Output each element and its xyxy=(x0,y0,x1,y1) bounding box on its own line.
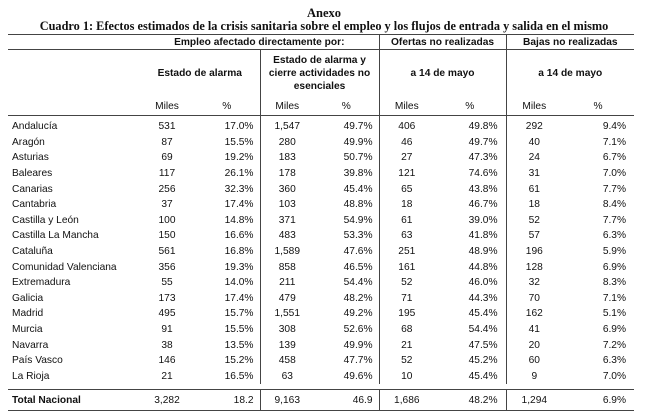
value-miles: 61 xyxy=(506,181,562,197)
table-row xyxy=(8,166,634,182)
value-percent: 15.5% xyxy=(224,136,254,148)
value-percent: 54.9% xyxy=(343,214,373,226)
value-percent: 8.3% xyxy=(602,277,627,289)
value-miles: 52 xyxy=(506,213,562,229)
value-percent: 47.5% xyxy=(468,339,498,351)
table-row xyxy=(8,116,634,135)
value-percent: 7.2% xyxy=(602,339,627,351)
region-name: Galicia xyxy=(12,292,44,304)
value-percent: 48.8% xyxy=(343,199,373,211)
value-miles: 356 xyxy=(158,261,176,273)
region-name: Castilla La Mancha xyxy=(12,230,99,242)
value-miles: 146 xyxy=(158,355,176,367)
value-percent: 54.4% xyxy=(343,277,373,289)
unit-header: Miles xyxy=(260,97,314,116)
sub-header-ofertas-fecha: a 14 de mayo xyxy=(379,50,506,98)
table-row xyxy=(8,150,634,166)
region-name: Madrid xyxy=(12,308,44,320)
table-row xyxy=(8,181,634,197)
annex-title: Anexo xyxy=(306,6,342,20)
value-percent: 13.5% xyxy=(224,339,254,351)
value-percent: 7.1% xyxy=(602,292,627,304)
value-percent: 45.4% xyxy=(468,370,498,382)
value-percent: 43.8% xyxy=(468,183,498,195)
value-miles: 55 xyxy=(161,277,173,289)
value-miles: 20 xyxy=(506,337,562,353)
group-header-empleo: Empleo afectado directamente por: xyxy=(140,35,379,50)
value-percent: 46.9 xyxy=(314,390,379,411)
value-miles: 1,551 xyxy=(260,306,314,322)
region-name: Total Nacional xyxy=(8,390,140,411)
value-percent: 7.7% xyxy=(602,183,627,195)
table-row xyxy=(8,244,634,260)
sub-header-bajas-fecha: a 14 de mayo xyxy=(506,50,634,98)
unit-header: Miles xyxy=(506,97,562,116)
value-miles: 52 xyxy=(379,275,434,291)
value-percent: 53.3% xyxy=(343,230,373,242)
value-percent: 52.6% xyxy=(343,324,373,336)
value-percent: 39.8% xyxy=(343,168,373,180)
value-miles: 173 xyxy=(158,292,176,304)
value-miles: 561 xyxy=(158,246,176,258)
value-miles: 211 xyxy=(260,275,314,291)
value-miles: 68 xyxy=(379,322,434,338)
table-row xyxy=(8,228,634,244)
value-percent: 46.7% xyxy=(468,199,498,211)
table-row xyxy=(8,213,634,229)
value-miles: 117 xyxy=(158,168,176,180)
region-name: Aragón xyxy=(12,136,45,148)
value-miles: 38 xyxy=(161,339,173,351)
value-miles: 196 xyxy=(506,244,562,260)
unit-header: % xyxy=(434,97,506,116)
value-miles: 178 xyxy=(260,166,314,182)
value-miles: 21 xyxy=(161,370,173,382)
value-percent: 18.2 xyxy=(194,390,260,411)
region-name: Murcia xyxy=(12,324,43,336)
value-percent: 45.4% xyxy=(343,183,373,195)
value-percent: 48.2% xyxy=(434,390,506,411)
value-miles: 139 xyxy=(260,337,314,353)
value-miles: 1,294 xyxy=(506,390,562,411)
value-miles: 3,282 xyxy=(140,390,194,411)
value-miles: 63 xyxy=(260,369,314,385)
value-miles: 37 xyxy=(161,199,173,211)
value-miles: 251 xyxy=(379,244,434,260)
table-body xyxy=(8,116,634,411)
value-percent: 6.9% xyxy=(562,390,634,411)
value-miles: 858 xyxy=(260,259,314,275)
value-miles: 69 xyxy=(161,152,173,164)
value-percent: 6.7% xyxy=(602,152,627,164)
region-name: Extremadura xyxy=(12,277,71,289)
value-percent: 17.4% xyxy=(224,199,254,211)
value-percent: 7.0% xyxy=(602,370,627,382)
value-miles: 1,686 xyxy=(379,390,434,411)
value-miles: 32 xyxy=(506,275,562,291)
value-percent: 45.4% xyxy=(468,308,498,320)
value-percent: 44.3% xyxy=(468,292,498,304)
value-percent: 48.9% xyxy=(468,246,498,258)
value-percent: 47.3% xyxy=(468,152,498,164)
table-row xyxy=(8,275,634,291)
value-miles: 52 xyxy=(379,353,434,369)
value-miles: 162 xyxy=(506,306,562,322)
value-miles: 128 xyxy=(506,259,562,275)
value-percent: 46.0% xyxy=(468,277,498,289)
region-name: Cataluña xyxy=(12,246,53,258)
value-miles: 458 xyxy=(260,353,314,369)
unit-header: % xyxy=(194,97,260,116)
value-miles: 63 xyxy=(379,228,434,244)
table-row xyxy=(8,306,634,322)
table-row xyxy=(8,337,634,353)
value-miles: 195 xyxy=(379,306,434,322)
unit-header: % xyxy=(314,97,379,116)
region-name: Baleares xyxy=(12,168,53,180)
value-miles: 183 xyxy=(260,150,314,166)
value-miles: 41 xyxy=(506,322,562,338)
value-miles: 9 xyxy=(506,369,562,385)
value-miles: 40 xyxy=(506,135,562,151)
value-miles: 60 xyxy=(506,353,562,369)
value-percent: 49.9% xyxy=(343,339,373,351)
group-header-bajas: Bajas no realizadas xyxy=(506,35,634,50)
value-miles: 27 xyxy=(379,150,434,166)
value-miles: 360 xyxy=(260,181,314,197)
value-miles: 1,547 xyxy=(260,116,314,135)
table-caption: Cuadro 1: Efectos estimados de la crisis sanitaria sobre el empleo y los flujos de entrada y salida en el mismo xyxy=(39,19,609,33)
region-name: La Rioja xyxy=(12,370,50,382)
value-miles: 495 xyxy=(158,308,176,320)
unit-header: Miles xyxy=(379,97,434,116)
value-percent: 19.3% xyxy=(224,261,254,273)
value-percent: 15.7% xyxy=(224,308,254,320)
value-percent: 14.8% xyxy=(224,214,254,226)
value-percent: 5.9% xyxy=(602,246,627,258)
value-percent: 5.1% xyxy=(602,308,627,320)
value-percent: 7.0% xyxy=(602,168,627,180)
value-percent: 50.7% xyxy=(343,152,373,164)
value-percent: 9.4% xyxy=(602,121,627,133)
value-miles: 292 xyxy=(506,116,562,135)
region-name: Cantabria xyxy=(12,199,57,211)
sub-header-alarma-cierre: Estado de alarma y cierre actividades no esenciales xyxy=(260,50,379,98)
value-percent: 6.3% xyxy=(602,355,627,367)
value-miles: 21 xyxy=(379,337,434,353)
value-percent: 16.6% xyxy=(224,230,254,242)
value-percent: 49.7% xyxy=(343,121,373,133)
value-miles: 531 xyxy=(158,121,176,133)
value-percent: 39.0% xyxy=(468,214,498,226)
value-miles: 46 xyxy=(379,135,434,151)
value-miles: 1,589 xyxy=(260,244,314,260)
value-miles: 10 xyxy=(379,369,434,385)
value-miles: 18 xyxy=(506,197,562,213)
value-percent: 26.1% xyxy=(224,168,254,180)
value-miles: 70 xyxy=(506,291,562,307)
unit-header: % xyxy=(562,97,634,116)
value-miles: 103 xyxy=(260,197,314,213)
table-row xyxy=(8,197,634,213)
region-name: Comunidad Valenciana xyxy=(12,261,117,273)
value-miles: 479 xyxy=(260,291,314,307)
value-miles: 71 xyxy=(379,291,434,307)
value-percent: 74.6% xyxy=(468,168,498,180)
value-percent: 6.9% xyxy=(602,261,627,273)
table-row xyxy=(8,259,634,275)
group-header-row xyxy=(8,35,634,50)
table-row xyxy=(8,135,634,151)
value-percent: 16.8% xyxy=(224,246,254,258)
unit-header-row xyxy=(8,97,634,116)
value-miles: 57 xyxy=(506,228,562,244)
value-miles: 65 xyxy=(379,181,434,197)
region-name: Castilla y León xyxy=(12,214,79,226)
value-miles: 256 xyxy=(158,183,176,195)
value-percent: 47.7% xyxy=(343,355,373,367)
value-percent: 49.2% xyxy=(343,308,373,320)
region-name: Asturias xyxy=(12,152,49,164)
total-row xyxy=(8,390,634,411)
value-miles: 9,163 xyxy=(260,390,314,411)
value-miles: 24 xyxy=(506,150,562,166)
value-percent: 44.8% xyxy=(468,261,498,273)
value-percent: 19.2% xyxy=(224,152,254,164)
region-name: Canarias xyxy=(12,183,53,195)
table-row xyxy=(8,353,634,369)
value-miles: 121 xyxy=(379,166,434,182)
region-name: Andalucía xyxy=(12,121,58,133)
value-percent: 16.5% xyxy=(224,370,254,382)
region-name: País Vasco xyxy=(12,355,63,367)
value-percent: 48.2% xyxy=(343,292,373,304)
value-percent: 32.3% xyxy=(224,183,254,195)
value-miles: 87 xyxy=(161,136,173,148)
employment-effects-table xyxy=(8,34,634,411)
value-miles: 280 xyxy=(260,135,314,151)
value-percent: 7.7% xyxy=(602,214,627,226)
value-miles: 483 xyxy=(260,228,314,244)
value-percent: 49.6% xyxy=(343,370,373,382)
value-percent: 6.3% xyxy=(602,230,627,242)
value-miles: 61 xyxy=(379,213,434,229)
value-percent: 41.8% xyxy=(468,230,498,242)
table-row xyxy=(8,369,634,385)
sub-header-alarma: Estado de alarma xyxy=(157,68,242,79)
value-percent: 49.9% xyxy=(343,136,373,148)
value-percent: 46.5% xyxy=(343,261,373,273)
value-percent: 45.2% xyxy=(468,355,498,367)
value-miles: 31 xyxy=(506,166,562,182)
value-percent: 17.4% xyxy=(224,292,254,304)
region-name: Navarra xyxy=(12,339,49,351)
value-percent: 15.2% xyxy=(224,355,254,367)
value-miles: 308 xyxy=(260,322,314,338)
value-percent: 8.4% xyxy=(602,199,627,211)
table-row xyxy=(8,322,634,338)
group-header-ofertas: Ofertas no realizadas xyxy=(379,35,506,50)
sub-header-row xyxy=(8,50,634,98)
value-miles: 100 xyxy=(158,214,176,226)
value-percent: 17.0% xyxy=(224,121,254,133)
table-row xyxy=(8,291,634,307)
value-percent: 49.7% xyxy=(468,136,498,148)
value-percent: 47.6% xyxy=(343,246,373,258)
value-percent: 14.0% xyxy=(224,277,254,289)
value-miles: 150 xyxy=(158,230,176,242)
value-miles: 91 xyxy=(161,324,173,336)
value-percent: 49.8% xyxy=(468,121,498,133)
value-miles: 161 xyxy=(379,259,434,275)
value-percent: 6.9% xyxy=(602,324,627,336)
value-percent: 7.1% xyxy=(602,136,627,148)
value-miles: 406 xyxy=(379,116,434,135)
unit-header: Miles xyxy=(140,97,194,116)
value-percent: 15.5% xyxy=(224,324,254,336)
value-miles: 18 xyxy=(379,197,434,213)
value-percent: 54.4% xyxy=(468,324,498,336)
value-miles: 371 xyxy=(260,213,314,229)
